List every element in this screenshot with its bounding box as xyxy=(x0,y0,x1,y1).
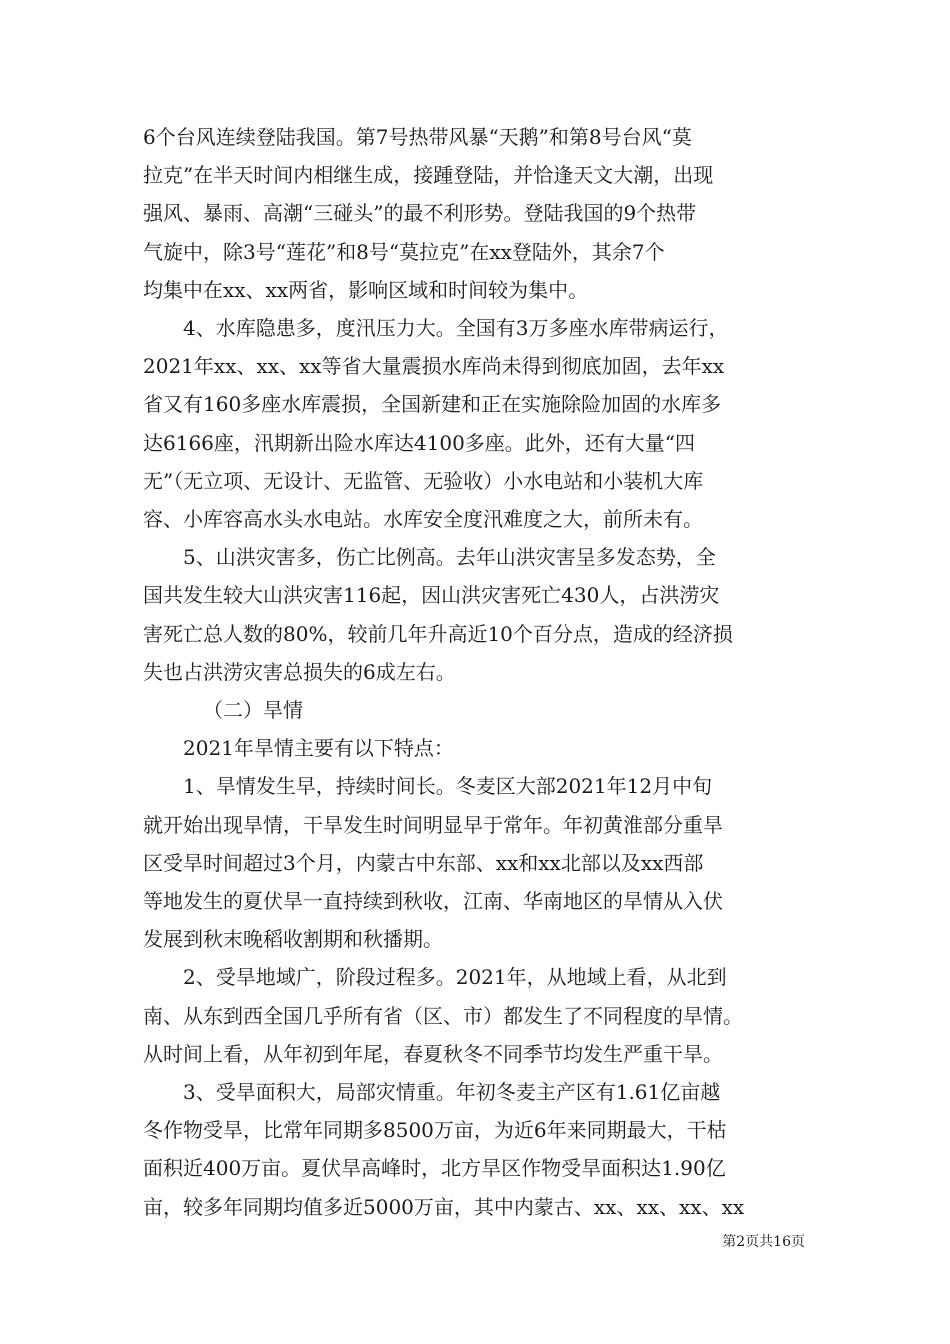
text-line: 容、小库容高水头水电站。水库安全度汛难度之大，前所未有。 xyxy=(143,507,703,532)
text-line: 5、山洪灾害多，伤亡比例高。去年山洪灾害呈多发态势，全 xyxy=(183,545,716,570)
text-line: 等地发生的夏伏旱一直持续到秋收，江南、华南地区的旱情从入伏 xyxy=(143,889,723,914)
text-line: 强风、暴雨、高潮“三碰头”的最不利形势。登陆我国的9个热带 xyxy=(143,201,697,226)
text-line: 4、水库隐患多，度汛压力大。全国有3万多座水库带病运行， xyxy=(183,316,729,341)
text-line: 1、旱情发生早，持续时间长。冬麦区大部2021年12月中旬 xyxy=(183,774,713,799)
text-line: 6个台风连续登陆我国。第7号热带风暴“天鹅”和第8号台风“莫 xyxy=(143,125,692,149)
text-line: 南、从东到西全国几乎所有省（区、市）都发生了不同程度的旱情。 xyxy=(143,1003,743,1028)
paragraph xyxy=(143,538,811,691)
text-line: 省又有160多座水库震损，全国新建和正在实施除险加固的水库多 xyxy=(143,392,722,417)
section-heading xyxy=(143,691,811,729)
text-line: 均集中在xx、xx两省，影响区域和时间较为集中。 xyxy=(143,277,589,302)
text-line: 区受旱时间超过3个月，内蒙古中东部、xx和xx北部以及xx西部 xyxy=(143,850,704,875)
text-line: 害死亡总人数的80%，较前几年升高近10个百分点，造成的经济损 xyxy=(143,621,733,646)
text-line: 从时间上看，从年初到年尾，春夏秋冬不同季节均发生严重干旱。 xyxy=(143,1041,723,1066)
paragraph xyxy=(143,729,811,767)
text-line: 就开始出现旱情，干旱发生时间明显早于常年。年初黄淮部分重旱 xyxy=(143,812,723,837)
document-body xyxy=(143,118,811,1226)
paragraph xyxy=(143,309,811,538)
text-line: 达6166座，汛期新出险水库达4100多座。此外，还有大量“四 xyxy=(143,430,696,455)
paragraph xyxy=(143,1073,811,1226)
text-line: 拉克”在半天时间内相继生成，接踵登陆，并恰逢天文大潮，出现 xyxy=(143,163,714,188)
text-line: 发展到秋末晚稻收割期和秋播期。 xyxy=(143,927,443,952)
text-line: 气旋中，除3号“莲花”和8号“莫拉克”在xx登陆外，其余7个 xyxy=(143,239,665,264)
text-line: 2021年xx、xx、xx等省大量震损水库尚未得到彻底加固，去年xx xyxy=(143,354,725,379)
page-number-footer: 第2页共16页 xyxy=(722,1234,805,1250)
paragraph xyxy=(143,118,811,309)
text-line: 3、受旱面积大，局部灾情重。年初冬麦主产区有1.61亿亩越 xyxy=(183,1080,721,1105)
text-line: 无”（无立项、无设计、无监管、无验收）小水电站和小装机大库 xyxy=(143,468,704,493)
text-line: 2021年旱情主要有以下特点： xyxy=(183,736,454,761)
text-line: 2、受旱地域广，阶段过程多。2021年，从地域上看，从北到 xyxy=(183,965,727,990)
text-line: 失也占洪涝灾害总损失的6成左右。 xyxy=(143,659,456,684)
text-line: 国共发生较大山洪灾害116起，因山洪灾害死亡430人，占洪涝灾 xyxy=(143,583,720,608)
paragraph xyxy=(143,958,811,1073)
text-line: 冬作物受旱，比常年同期多8500万亩，为近6年来同期最大，干枯 xyxy=(143,1118,727,1143)
text-line: 亩，较多年同期均值多近5000万亩，其中内蒙古、xx、xx、xx、xx xyxy=(143,1194,745,1219)
paragraph xyxy=(143,767,811,958)
text-line: （二）旱情 xyxy=(203,698,303,723)
text-line: 面积近400万亩。夏伏旱高峰时，北方旱区作物受旱面积达1.90亿 xyxy=(143,1156,726,1181)
